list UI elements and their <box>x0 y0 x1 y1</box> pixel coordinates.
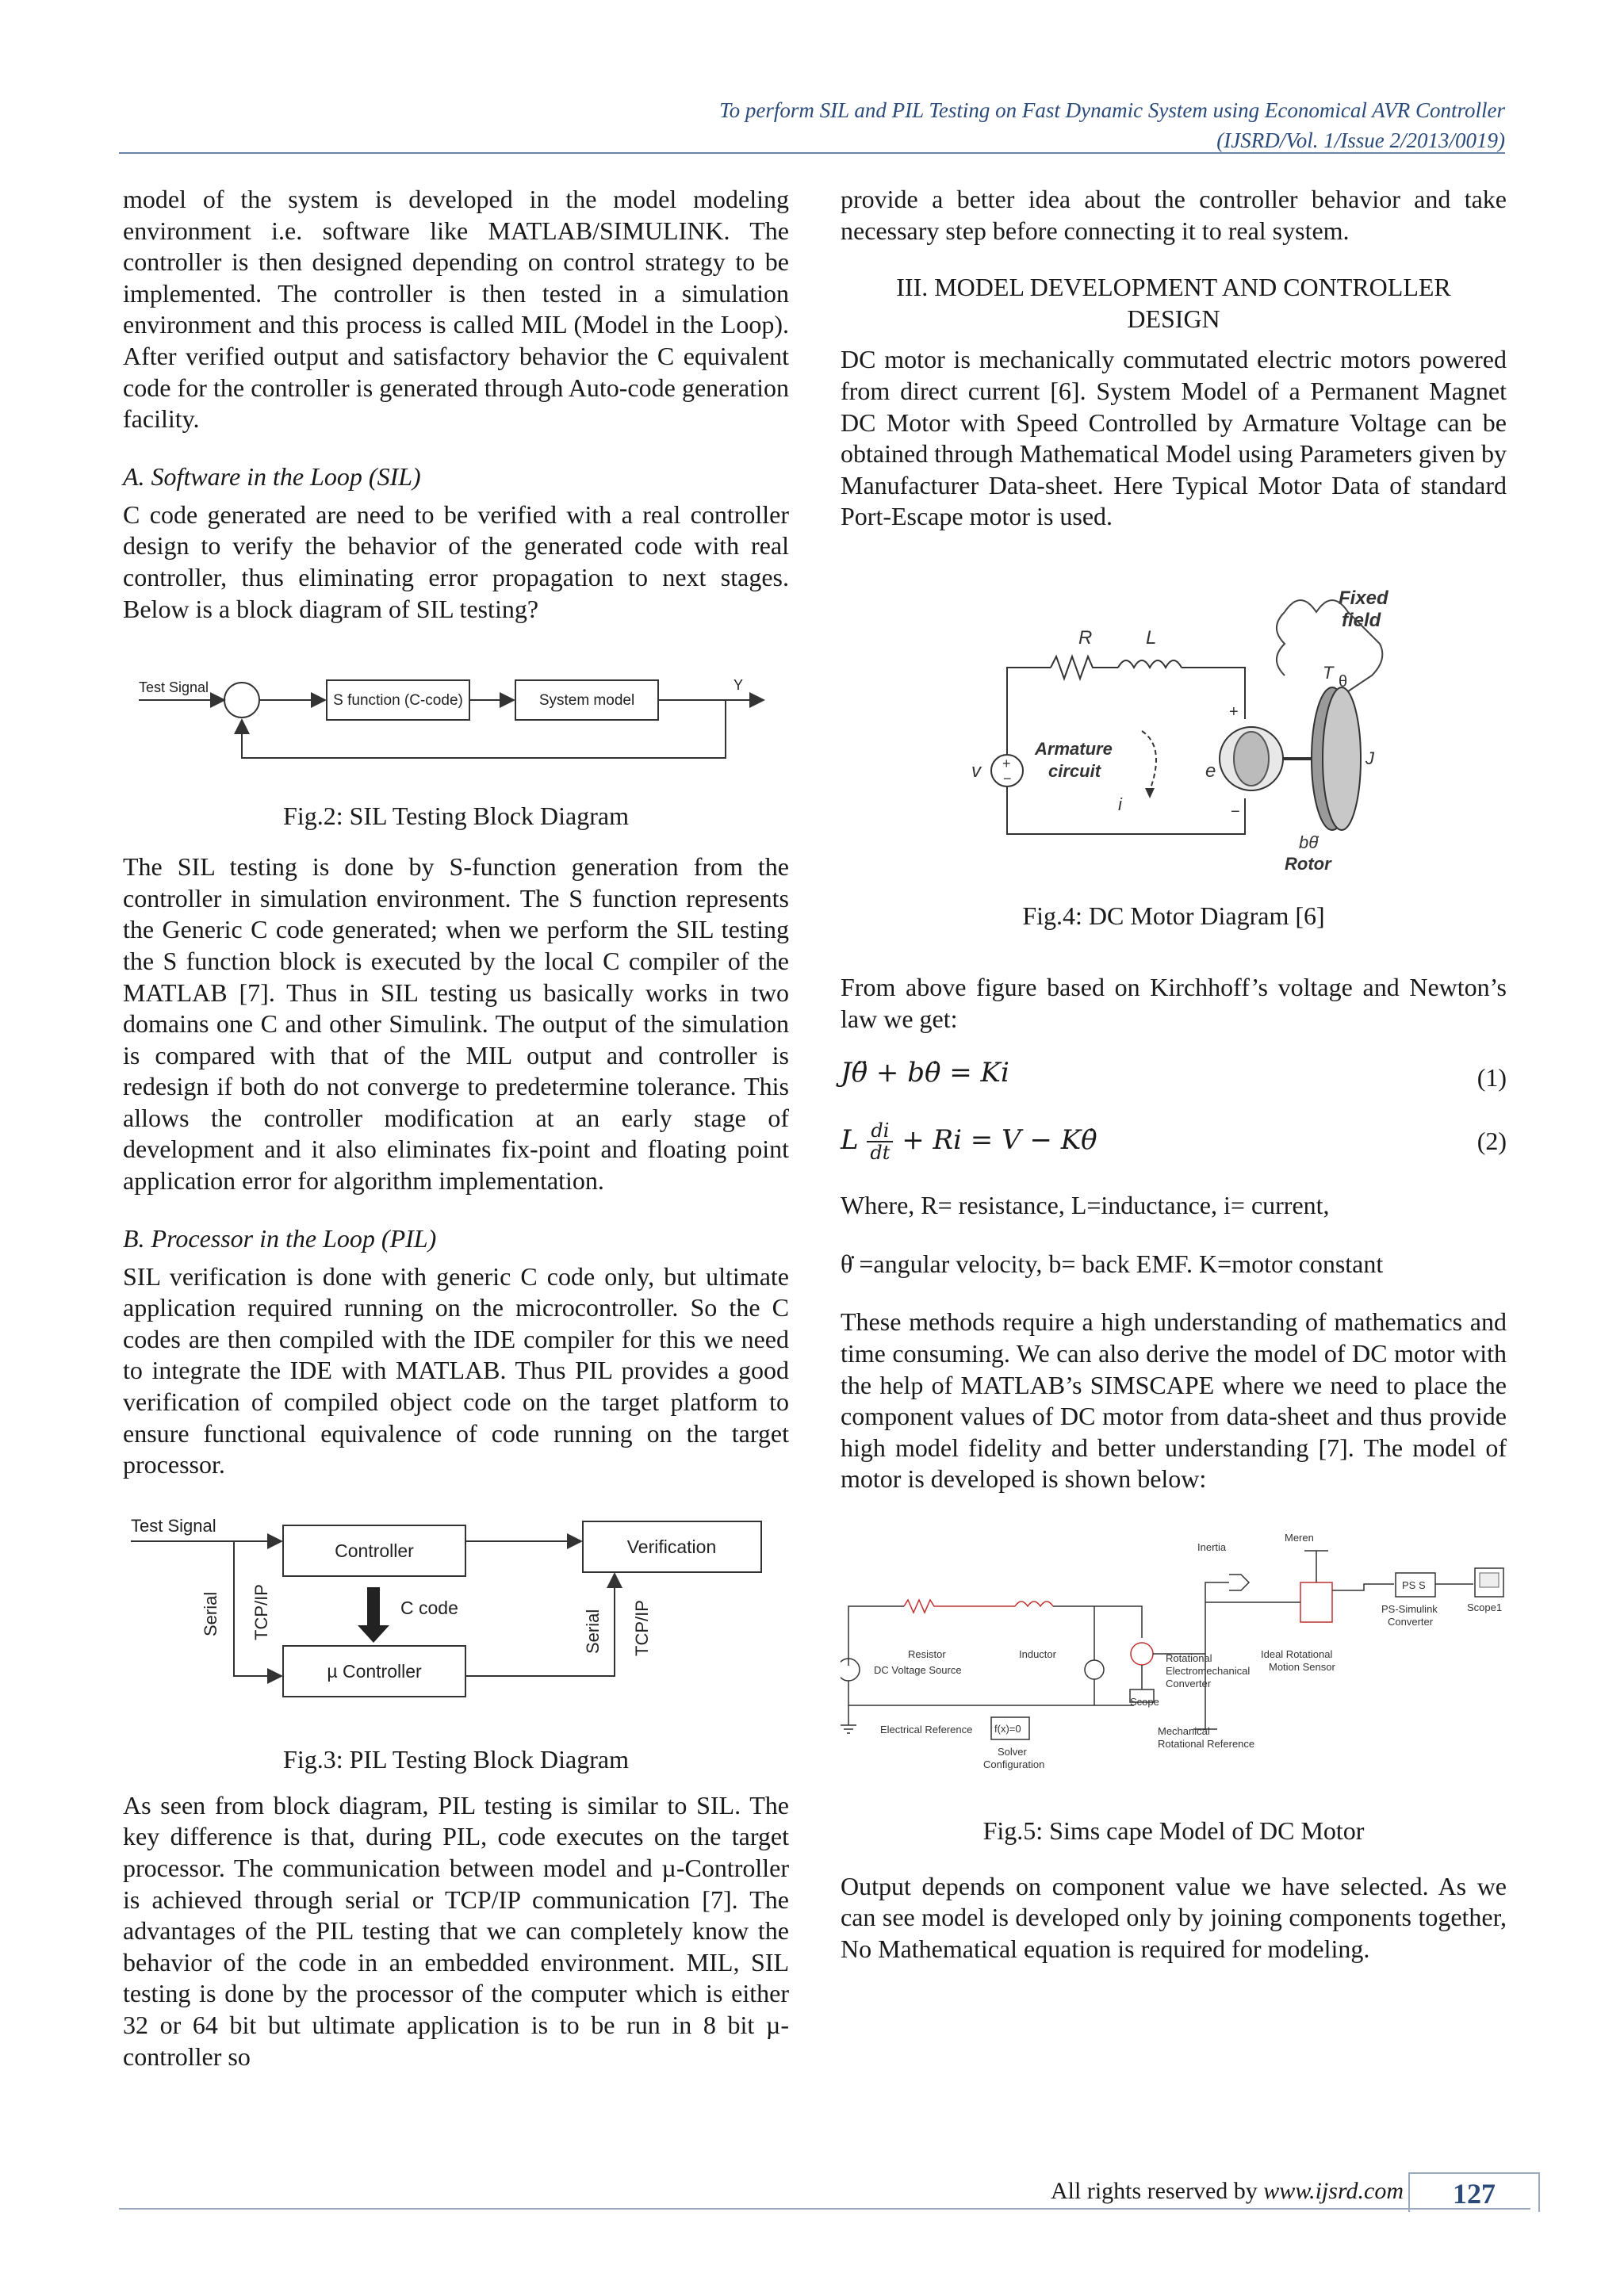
b-theta-label: bθ̇ <box>1299 832 1319 852</box>
dc-source-label: DC Voltage Source <box>874 1663 962 1676</box>
equation-2-l: L <box>841 1124 859 1157</box>
l-label: L <box>1146 626 1157 649</box>
svg-text:+: + <box>1229 702 1239 721</box>
tcpip-label-right: TCP/IP <box>632 1599 652 1656</box>
mech-ref-label-2: Rotational Reference <box>1158 1737 1255 1750</box>
fraction-numerator: di <box>867 1120 893 1142</box>
figure-pil-block-diagram <box>123 1510 789 1774</box>
footer-site-link[interactable]: www.ijsrd.com <box>1263 2178 1404 2204</box>
ps-sim-label-1: PS-Simulink <box>1381 1602 1438 1615</box>
equation-2-rest: + Ri = V − Kθ̇ <box>902 1124 1097 1157</box>
paragraph: As seen from block diagram, PIL testing is similar to SIL. The key difference is that, during PIL, code executes on the target processor. The communication between model and µ-Controller is achieved through serial or TCP/IP communication [7]. The advantages of the PIL testing that we can completely know the behavior of the code in an embedded environment. MIL, SIL testing is done by the processor of the computer which is either 32 or 64 bit but ultimate application is to be run in 8 bit µ-controller so <box>123 1790 789 2071</box>
paragraph: C code generated are need to be verified with a real controller design to verify the behavior of the generated code with real controller, thus eliminating error propagation to next stages. Below is a block diagram of SIL testing? <box>123 499 789 623</box>
pil-diagram <box>123 1510 789 1724</box>
motion-sensor-block <box>1300 1582 1332 1622</box>
tcpip-label-left: TCP/IP <box>251 1583 271 1640</box>
paragraph: From above figure based on Kirchhoff’s voltage and Newton’s law we get: <box>841 972 1507 1033</box>
inertia-symbol <box>1229 1575 1249 1590</box>
meren-label: Meren <box>1285 1531 1314 1544</box>
equation-1-number: (1) <box>1477 1063 1507 1093</box>
j-label: J <box>1365 748 1374 768</box>
section-heading-line2: DESIGN <box>1127 304 1220 333</box>
ideal-sensor-label-1: Ideal Rotational <box>1261 1647 1333 1660</box>
footer-rights-text: All rights reserved by <box>1051 2178 1264 2204</box>
paragraph: SIL verification is done with generic C code only, but ultimate application required running on the microcontroller. So the C codes are then compiled with the IDE compiler for this we need to integrate the IDE with MATLAB. Thus PIL provides a good verification of compiled object code on the target platform to ensure functional equivalence of code running on the target processor. <box>123 1261 789 1479</box>
ps-s-label: PS S <box>1402 1578 1426 1591</box>
left-column <box>123 184 789 2072</box>
paragraph: The SIL testing is done by S-function generation from the controller in simulation environment. The S function represents the Generic C code generated; when we perform the SIL testing the S function block is executed by the local C compiler of the MATLAB [7]. Thus in SIL testing us basically works in two domains one C and other Simulink. The output of the simulation is compared with that of the MIL output and controller is redesign if both do not converge to predetermine tolerance. This allows the controller modification at an early stage of development and it also eliminates fix-point and floating point application error for algorithm implementation. <box>123 852 789 1196</box>
paragraph: DC motor is mechanically commutated electric motors powered from direct current [6]. System Model of a Permanent Magnet DC Motor with Speed Controlled by Armature Voltage can be obtained through Mathematical Model using Parameters given by Manufacturer Data-sheet. Here Typical Motor Data of standard Port-Escape motor is used. <box>841 345 1507 531</box>
resistor-symbol <box>1051 656 1118 679</box>
where-line-1: Where, R= resistance, L=inductance, i= current, <box>841 1191 1330 1220</box>
sil-test-signal-label: Test Signal <box>139 679 209 696</box>
v-label: v <box>971 760 981 782</box>
inductor-label: Inductor <box>1019 1647 1056 1660</box>
footer-rights <box>1051 2178 1404 2205</box>
circuit-label: circuit <box>1048 760 1101 781</box>
paragraph: model of the system is developed in the model modeling environment i.e. software like MATLAB/SIMULINK. The controller is then designed depending on control strategy to be implemented. The controller is then tested in a simulation environment and this process is called MIL (Model in the Loop). After verified output and satisfactory behavior the C equivalent code for the controller is generated through Auto-code generation facility. <box>123 185 789 434</box>
figure-caption: Fig.5: Sims cape Model of DC Motor <box>982 1816 1365 1845</box>
footer-rule <box>119 2208 1530 2210</box>
figure-sil-block-diagram <box>123 664 789 831</box>
scope-label: Scope <box>1130 1695 1159 1708</box>
running-header <box>719 95 1505 155</box>
mech-ref-label-1: Mechanical <box>1158 1724 1210 1737</box>
i-label: i <box>1118 794 1122 814</box>
page-number: 127 <box>1408 2172 1540 2212</box>
equation-2-fraction <box>867 1120 893 1163</box>
sil-diagram <box>123 664 789 783</box>
equation-2 <box>841 1120 1507 1177</box>
figure-caption: Fig.3: PIL Testing Block Diagram <box>283 1744 629 1774</box>
header-rule <box>119 152 1505 154</box>
fx-label: f(x)=0 <box>994 1722 1021 1735</box>
solver-label-2: Configuration <box>983 1758 1045 1770</box>
microcontroller-label: µ Controller <box>327 1660 422 1682</box>
equation-1 <box>841 1057 1507 1104</box>
paragraph: These methods require a high understanding of mathematics and time consuming. We can also derive the model of DC motor with the help of MATLAB’s SIMSCAPE where we need to place the component values of DC motor from data-sheet and thus provide high model fidelity and better understanding [7]. The model of motor is developed is shown below: <box>841 1307 1507 1494</box>
serial-label-left: Serial <box>201 1591 220 1636</box>
paragraph: Output depends on component value we have selected. As we can see model is developed only by joining components together, No Mathematical equation is required for modeling. <box>841 1871 1507 1964</box>
pil-test-signal-label: Test Signal <box>131 1515 216 1536</box>
paragraph: provide a better idea about the controller behavior and take necessary step before connecting it to real system. <box>841 185 1507 245</box>
ideal-sensor-label-2: Motion Sensor <box>1269 1660 1335 1673</box>
where-line-2: θ̇ =angular velocity, b= back EMF. K=motor constant <box>841 1249 1384 1278</box>
system-model-label: System model <box>538 692 635 710</box>
t-label: T <box>1323 662 1334 683</box>
rot-converter-symbol <box>1131 1643 1153 1665</box>
scope1-label: Scope1 <box>1467 1601 1503 1613</box>
rot-conv-label-2: Electromechanical <box>1166 1664 1251 1677</box>
figure-dc-motor-diagram <box>841 580 1507 945</box>
fraction-denominator: dt <box>870 1142 891 1165</box>
e-label: e <box>1205 760 1216 782</box>
rotor-label: Rotor <box>1285 853 1331 874</box>
section-heading-line1: III. MODEL DEVELOPMENT AND CONTROLLER <box>896 273 1451 302</box>
rot-conv-label-1: Rotational <box>1166 1651 1212 1664</box>
dc-source-symbol <box>841 1659 860 1681</box>
equation-2-number: (2) <box>1477 1127 1507 1156</box>
ps-sim-label-2: Converter <box>1388 1615 1434 1628</box>
header-title: To perform SIL and PIL Testing on Fast Dynamic System using Economical AVR Controller <box>719 98 1505 122</box>
sum-junction <box>224 683 259 718</box>
right-column <box>841 184 1507 1965</box>
controller-label: Controller <box>335 1540 414 1561</box>
simscape-diagram <box>841 1527 1507 1797</box>
verification-label: Verification <box>626 1536 717 1557</box>
rot-conv-label-3: Converter <box>1166 1677 1212 1689</box>
svg-text:−: − <box>1003 770 1012 786</box>
inertia-label: Inertia <box>1197 1540 1227 1553</box>
ccode-label: C code <box>400 1597 458 1618</box>
sfunction-label: S function (C-code) <box>333 692 463 710</box>
section-heading-iii <box>841 272 1507 335</box>
fixed-label: Fixed <box>1339 587 1388 609</box>
field-label: field <box>1342 609 1381 631</box>
section-heading-sil: A. Software in the Loop (SIL) <box>123 461 421 491</box>
dc-motor-diagram <box>841 580 1507 882</box>
section-heading-pil: B. Processor in the Loop (PIL) <box>123 1223 437 1253</box>
header-issue: (IJSRD/Vol. 1/Issue 2/2013/0019) <box>1216 128 1505 152</box>
equation-1-body: Jθ̈ + bθ̇ = Ki <box>841 1057 1009 1089</box>
figure-caption: Fig.2: SIL Testing Block Diagram <box>283 802 629 831</box>
output-y-label: Y <box>733 677 744 694</box>
armature-label: Armature <box>1035 738 1113 759</box>
theta-label: θ <box>1339 672 1348 691</box>
elec-ref-label: Electrical Reference <box>880 1723 973 1735</box>
r-label: R <box>1078 626 1093 649</box>
inductor-symbol <box>1118 660 1182 668</box>
figure-simscape-model <box>841 1527 1507 1844</box>
figure-caption: Fig.4: DC Motor Diagram [6] <box>1022 901 1325 930</box>
svg-text:−: − <box>1231 802 1240 821</box>
svg-text:+: + <box>1002 755 1011 771</box>
serial-label-right: Serial <box>583 1609 603 1654</box>
resistor-label: Resistor <box>908 1647 946 1660</box>
solver-label-1: Solver <box>998 1745 1027 1758</box>
